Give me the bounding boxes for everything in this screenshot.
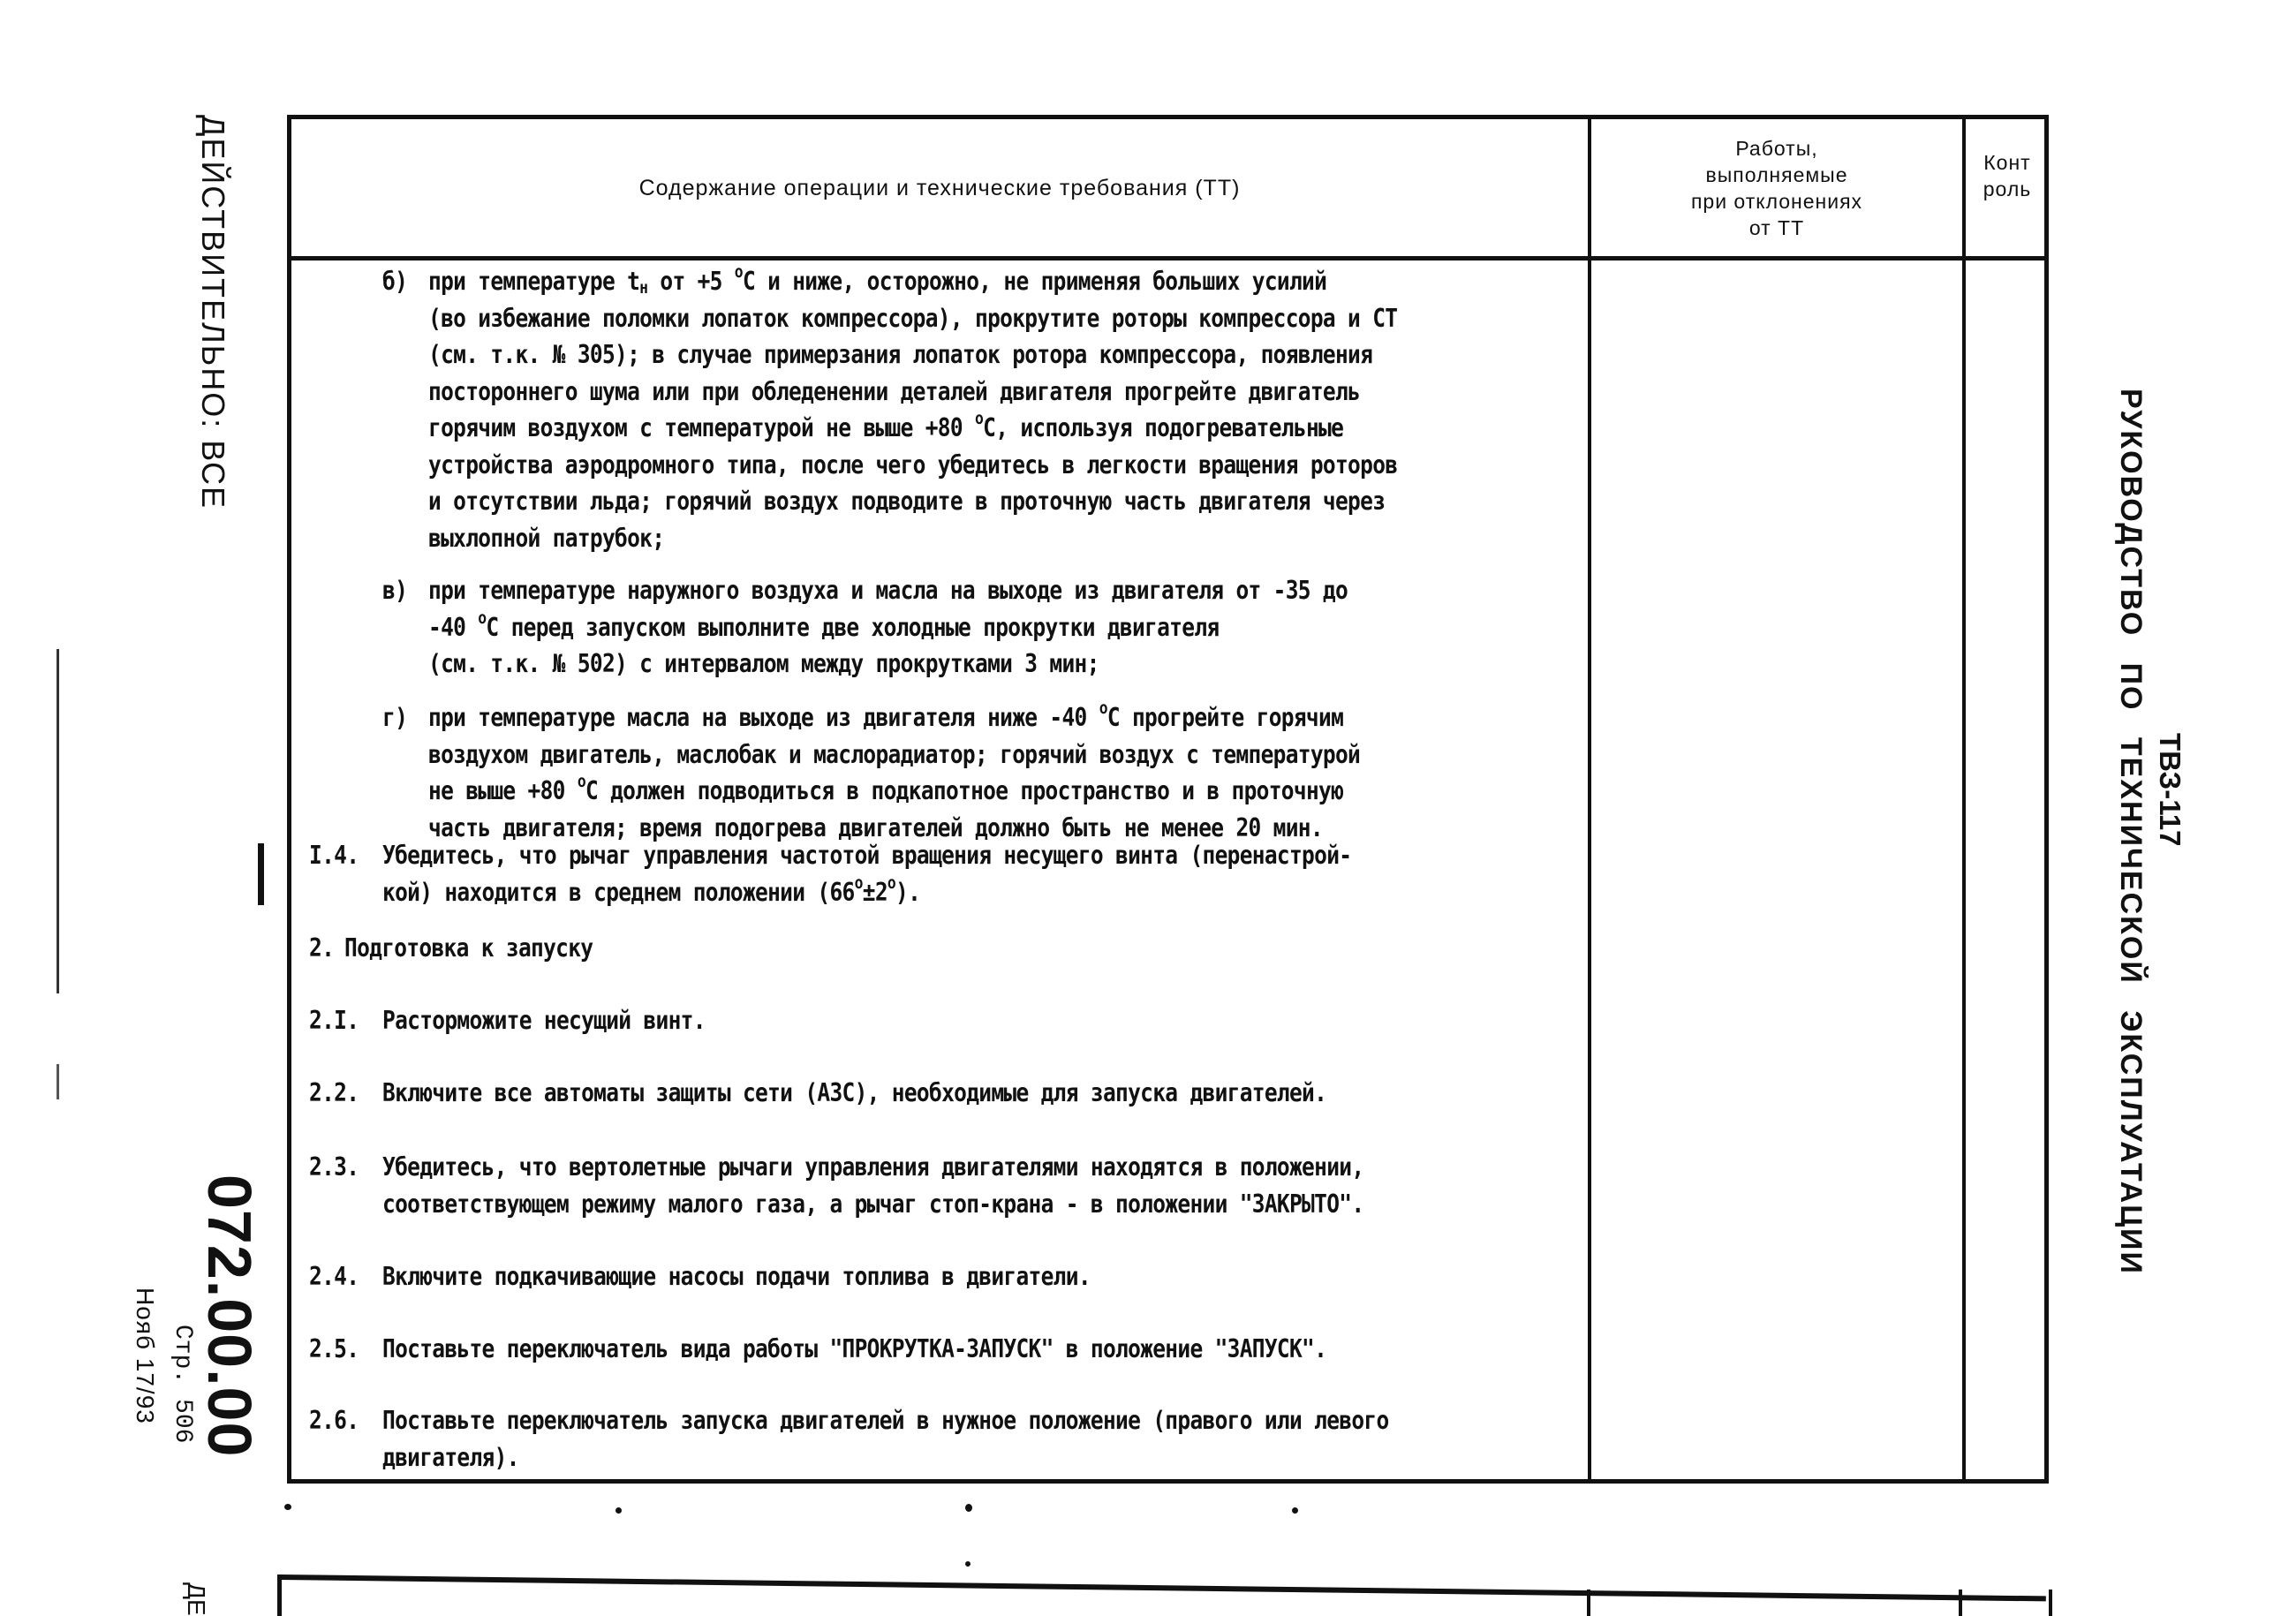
text-segment: Убедитесь, что вертолетные рычаги управления двигателями находятся в положении,	[382, 1152, 1364, 1182]
item-number: 2.6.	[309, 1406, 359, 1435]
header-control	[1966, 119, 2049, 256]
item-text-line	[428, 699, 1343, 736]
superscript: o	[577, 772, 585, 791]
item-number: I.4.	[309, 841, 359, 870]
text-segment: Убедитесь, что рычаг управления частотой вращения несущего винта (перенастрой-	[382, 841, 1352, 870]
scan-speck	[965, 1504, 972, 1512]
text-segment: устройства аэродромного типа, после чего убедитесь в легкости вращения роторов	[428, 449, 1398, 480]
text-segment: С прогрейте горячим	[1106, 703, 1344, 732]
next-table-column-divider	[1587, 1590, 1590, 1616]
superscript: o	[734, 262, 743, 282]
scan-speck	[965, 1561, 971, 1567]
page-number: Стр. 506	[169, 1325, 196, 1444]
superscript: o	[478, 608, 487, 628]
header-line: Конт	[1983, 151, 2031, 174]
text-segment: Расторможите несущий винт.	[382, 1006, 706, 1035]
item-text-line	[382, 837, 1351, 874]
item-number: 2.4.	[309, 1262, 359, 1291]
item-text-line	[428, 300, 1397, 337]
header-deviation-works	[1591, 119, 1962, 256]
text-segment: С, используя подогревательные	[983, 413, 1344, 442]
validity-note: ДЕЙСТВИТЕЛЬНО: ВСЕ	[195, 115, 231, 510]
header-line: Работы,	[1735, 136, 1818, 160]
superscript: o	[1099, 699, 1107, 718]
item-text-line	[428, 609, 1219, 646]
text-segment: и отсутствии льда; горячий воздух подводите в проточную часть двигателя через	[428, 487, 1386, 516]
item-text-line	[428, 410, 1343, 447]
text-segment: С и ниже, осторожно, не применяя больших усилий	[742, 267, 1327, 296]
item-text-line	[382, 874, 920, 911]
text-segment: (во избежание поломки лопаток компрессора), прокрутите роторы компрессора и СТ	[428, 303, 1398, 333]
item-number: 2.2.	[309, 1078, 359, 1107]
item-number: г)	[382, 703, 408, 732]
item-number: 2.I.	[309, 1006, 359, 1035]
text-segment: (см. т.к. № 502) с интервалом между прокрутками 3 мин;	[428, 649, 1099, 678]
item-text-line	[428, 520, 664, 557]
text-segment: кой) находится в среднем положении (66	[382, 877, 855, 907]
text-segment: ±2	[862, 877, 887, 907]
item-text-line	[382, 1331, 1326, 1368]
text-segment: горячим воздухом с температурой не выше +80	[428, 413, 976, 442]
text-segment: при температуре t	[428, 267, 640, 296]
superscript: o	[975, 409, 984, 428]
item-text-line	[382, 1186, 1363, 1223]
scan-speck	[1292, 1507, 1298, 1514]
header-line: выполняемые	[1705, 162, 1848, 186]
text-segment: выхлопной патрубок;	[428, 523, 665, 553]
subscript: н	[639, 278, 648, 298]
text-segment: соответствующем режиму малого газа, а рычаг стоп-крана - в положении "ЗАКРЫТО".	[382, 1189, 1364, 1219]
manual-title: РУКОВОДСТВО ПО ТЕХНИЧЕСКОЙ ЭКСПЛУАТАЦИИ	[2114, 389, 2148, 1275]
column-divider	[1588, 119, 1591, 1479]
item-text-line	[382, 1402, 1389, 1439]
item-text-line	[428, 447, 1397, 484]
text-segment: Включите все автоматы защиты сети (АЗС), необходимые для запуска двигателей.	[382, 1078, 1327, 1107]
margin-change-bar	[258, 843, 264, 905]
header-content: Содержание операции и технические требования (ТТ)	[638, 175, 1241, 200]
item-text-line	[382, 1149, 1363, 1186]
header-line: при отклонениях	[1690, 189, 1863, 213]
revision-date: Нояб 17/93	[132, 1288, 159, 1424]
text-segment: не выше +80	[428, 776, 578, 805]
text-segment: -40	[428, 612, 479, 642]
text-segment: при температуре наружного воздуха и масла на выходе из двигателя от -35 до	[428, 576, 1348, 605]
item-text-line	[428, 736, 1360, 774]
scan-speck	[284, 1504, 291, 1510]
item-text-line	[382, 1258, 1091, 1295]
header-line: роль	[1983, 177, 2032, 200]
item-text-line	[344, 930, 593, 967]
text-segment: Поставьте переключатель запуска двигателей в нужное положение (правого или левого	[382, 1406, 1389, 1435]
item-number: 2.3.	[309, 1152, 359, 1182]
document-code: 072.00.00	[195, 1174, 264, 1458]
item-text-line	[428, 646, 1099, 683]
text-segment: от +5	[647, 267, 735, 296]
margin-tick	[57, 649, 59, 993]
next-table-left-border	[277, 1574, 282, 1616]
engine-model: ТВЗ-117	[2154, 733, 2186, 847]
operation-table	[287, 115, 2049, 1484]
scan-speck	[616, 1507, 622, 1514]
item-number: 2.5.	[309, 1334, 359, 1363]
item-text-line	[428, 263, 1326, 300]
item-number: б)	[382, 267, 408, 296]
text-segment: С перед запуском выполните две холодные прокрутки двигателя	[486, 612, 1220, 642]
text-segment: воздухом двигатель, маслобак и маслорадиатор; горячий воздух с температурой	[428, 739, 1361, 769]
item-text-line	[382, 1002, 706, 1039]
item-number: 2.	[309, 933, 335, 963]
text-segment: С должен подводиться в подкапотное пространство и в проточную	[585, 776, 1344, 805]
item-number: в)	[382, 576, 408, 605]
item-text-line	[382, 1075, 1326, 1112]
text-segment: двигателя).	[382, 1442, 519, 1472]
superscript: o	[887, 872, 896, 893]
superscript: o	[854, 872, 863, 893]
text-segment: постороннего шума или при обледенении деталей двигателя прогрейте двигатель	[428, 376, 1361, 406]
text-segment: при температуре масла на выходе из двигателя ниже -40	[428, 703, 1099, 732]
text-segment: Поставьте переключатель вида работы "ПРОКРУТКА-ЗАПУСК" в положение "ЗАПУСК".	[382, 1334, 1327, 1363]
item-text-line	[428, 572, 1348, 609]
text-segment: ).	[895, 877, 921, 907]
next-table-top-border	[280, 1574, 2046, 1601]
margin-tick	[57, 1064, 59, 1099]
item-text-line	[428, 773, 1343, 810]
next-table-column-divider	[1959, 1590, 1962, 1616]
next-table-column-divider	[2049, 1590, 2052, 1616]
item-text-line	[428, 336, 1372, 374]
text-segment: (см. т.к. № 305); в случае примерзания лопаток ротора компрессора, появления	[428, 340, 1373, 369]
text-segment: часть двигателя; время подогрева двигателей должно быть не менее 20 мин.	[428, 812, 1323, 842]
item-text-line	[382, 1439, 519, 1476]
header-divider	[291, 256, 2044, 261]
header-line: от ТТ	[1748, 215, 1805, 239]
item-text-line	[428, 483, 1385, 520]
text-segment: Подготовка к запуску	[344, 933, 593, 963]
next-page-validity-fragment: ДЕ	[183, 1582, 210, 1616]
text-segment: Включите подкачивающие насосы подачи топлива в двигатели.	[382, 1262, 1091, 1291]
column-divider	[1962, 119, 1966, 1479]
item-text-line	[428, 374, 1360, 411]
